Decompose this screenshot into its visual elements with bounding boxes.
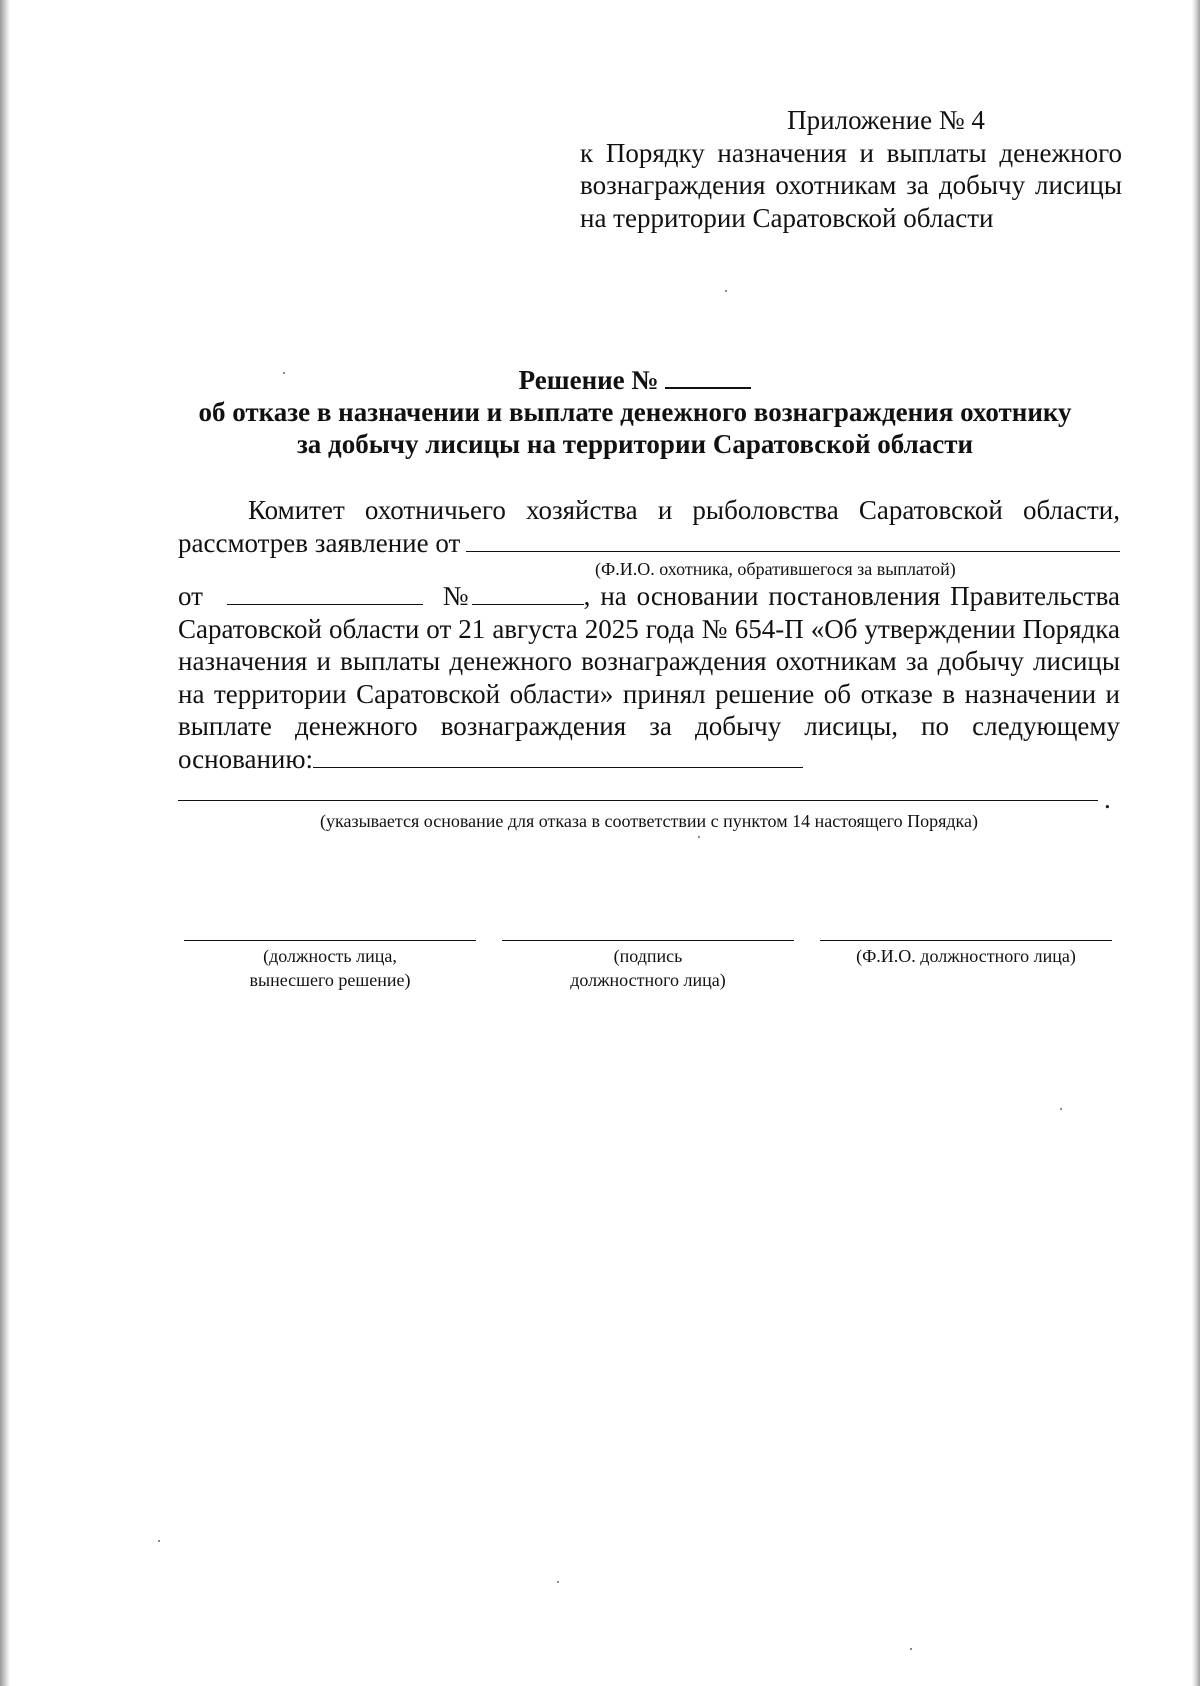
decision-number-blank	[665, 367, 751, 389]
signature-line	[502, 940, 794, 941]
application-from-label: рассмотрев заявление от	[178, 527, 461, 558]
signature-caption: (подпись должностного лица)	[570, 946, 726, 990]
hint-refusal-basis: (указывается основание для отказа в соответствии с пунктом 14 настоящего Порядка)	[320, 811, 978, 831]
application-number-blank	[472, 582, 584, 605]
decision-title: Решение №	[518, 365, 659, 395]
application-from-row	[178, 527, 1120, 560]
main-paragraph-text: , на основании постановления Правительства Саратовской области от 21 августа 2025 года № 654-П «Об утверждении Порядка назначения и выплаты денежного вознаграждения охотникам за добычу лисицы на территории Саратовской области» принял решение об отказе в назначении и выплате денежного вознаграждения за добычу лисицы, по следующему основанию:	[178, 581, 1121, 774]
scan-speck	[725, 290, 727, 292]
official-name-caption: (Ф.И.О. должностного лица)	[856, 946, 1076, 966]
scan-speck	[698, 836, 700, 838]
scan-speck	[158, 1540, 160, 1542]
scan-speck	[283, 372, 285, 374]
decision-title-row	[150, 364, 1120, 396]
committee-line: Комитет охотничьего хозяйства и рыболовства Саратовской области,	[248, 495, 1120, 525]
hint-applicant-name: (Ф.И.О. охотника, обратившегося за выплатой)	[595, 559, 956, 579]
scan-edge-right	[1192, 0, 1200, 1686]
decision-heading	[150, 364, 1120, 460]
main-paragraph	[178, 580, 1120, 775]
scan-speck	[910, 1648, 912, 1650]
scan-edge-left	[0, 0, 10, 1686]
application-date-blank	[227, 582, 423, 605]
number-sign: №	[442, 581, 472, 611]
scan-speck	[557, 1581, 559, 1583]
appendix-title: Приложение № 4	[787, 105, 985, 135]
position-caption: (должность лица, вынесшего решение)	[249, 946, 411, 990]
basis-blank-inline	[313, 745, 803, 768]
basis-end-dot: .	[1104, 784, 1111, 814]
decision-subtitle-line1: об отказе в назначении и выплате денежного вознаграждения охотнику	[198, 397, 1072, 427]
official-name-line	[820, 940, 1112, 941]
basis-blank-line	[178, 800, 1098, 801]
from-label: от	[178, 581, 203, 611]
applicant-name-blank	[466, 529, 1120, 552]
appendix-reference: к Порядку назначения и выплаты денежного вознаграждения охотникам за добычу лисицы на территории Саратовской области	[580, 137, 1122, 233]
committee-paragraph	[178, 494, 1120, 559]
decision-subtitle-line2: за добычу лисицы на территории Саратовской области	[296, 429, 974, 459]
position-signature-line	[184, 940, 476, 941]
scan-speck	[1060, 1108, 1062, 1110]
appendix-header	[580, 104, 1122, 234]
